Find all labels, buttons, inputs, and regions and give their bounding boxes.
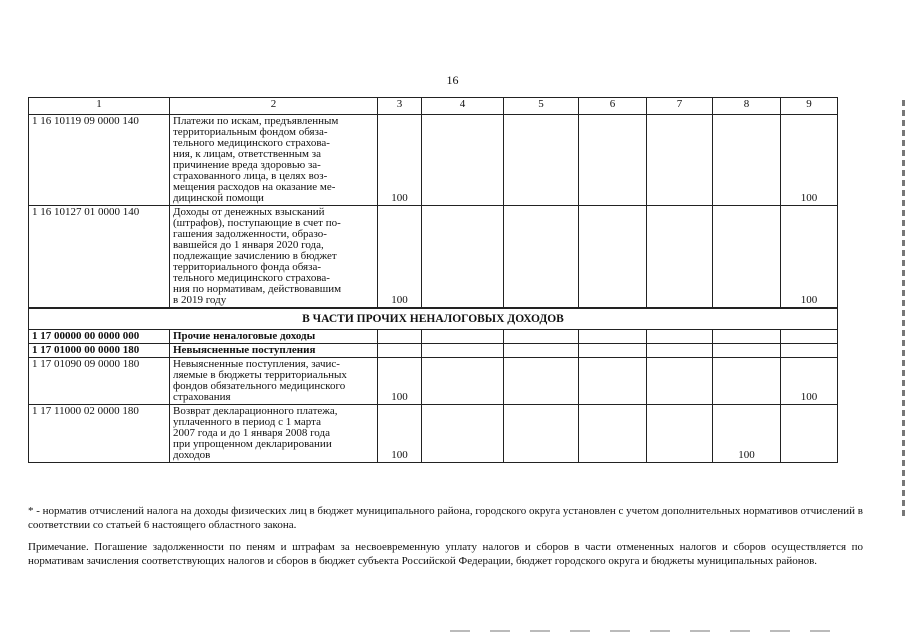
table-body — [29, 98, 838, 463]
row-value — [579, 330, 647, 344]
row-value — [713, 358, 781, 405]
row-value — [713, 330, 781, 344]
table-row — [29, 206, 838, 309]
row-value — [713, 115, 781, 206]
row-code: 1 17 00000 00 0000 000 — [29, 330, 170, 344]
column-header: 6 — [579, 98, 647, 115]
row-value — [579, 115, 647, 206]
row-value — [504, 115, 579, 206]
section-row — [29, 308, 838, 330]
column-header: 5 — [504, 98, 579, 115]
row-value: 100 — [781, 358, 838, 405]
row-value — [579, 358, 647, 405]
row-code: 1 17 01000 00 0000 180 — [29, 344, 170, 358]
row-value — [422, 330, 504, 344]
row-code: 1 17 11000 02 0000 180 — [29, 405, 170, 463]
row-code: 1 16 10127 01 0000 140 — [29, 206, 170, 309]
row-value — [647, 405, 713, 463]
row-code: 1 16 10119 09 0000 140 — [29, 115, 170, 206]
row-value — [647, 358, 713, 405]
row-value: 100 — [378, 405, 422, 463]
row-name: Невыясненные поступления, зачис- ляемые в бюджеты территориальных фондов обязательного медицинского страхования — [170, 358, 378, 405]
row-value — [504, 358, 579, 405]
row-name: Платежи по искам, предъявленным территориальным фондом обяза- тельного медицинского страхова- ния, к лицам, ответственным за причинение вреда здоровью за- страхованного лица, в целях воз- мещения расходов на оказание ме- дицинской помощи — [170, 115, 378, 206]
table-row — [29, 405, 838, 463]
row-value — [781, 405, 838, 463]
row-value — [422, 206, 504, 309]
footnote: * - норматив отчислений налога на доходы физических лиц в бюджет муниципального района, городского округа установлен с учетом дополнительных нормативов отчислений в соответствии со статьей 6 настоящего областного закона. — [28, 505, 863, 531]
table-row — [29, 358, 838, 405]
note: Примечание. Погашение задолженности по пеням и штрафам за несвоевременную уплату налогов и сборов в части отмененных налогов и сборов осуществляется по нормативам зачисления соответствующих налогов и сборов в бюджет субъекта Российской Федерации, бюджет городского округа и бюджеты муниципальных районов. — [28, 541, 863, 567]
row-value — [713, 206, 781, 309]
revenue-table — [28, 97, 838, 463]
table-row — [29, 344, 838, 358]
column-header: 7 — [647, 98, 713, 115]
row-value — [647, 344, 713, 358]
row-name: Возврат декларационного платежа, уплаченного в период с 1 марта 2007 года и до 1 января 2008 года при упрощенном декларировании доходов — [170, 405, 378, 463]
row-value — [781, 330, 838, 344]
row-value — [713, 344, 781, 358]
table-header-row — [29, 98, 838, 115]
row-value: 100 — [378, 206, 422, 309]
row-value — [378, 330, 422, 344]
row-value — [647, 206, 713, 309]
section-title: В ЧАСТИ ПРОЧИХ НЕНАЛОГОВЫХ ДОХОДОВ — [29, 308, 838, 330]
row-value: 100 — [378, 358, 422, 405]
row-value — [647, 330, 713, 344]
row-value: 100 — [713, 405, 781, 463]
column-header: 9 — [781, 98, 838, 115]
page-number: 16 — [446, 73, 459, 87]
column-header: 1 — [29, 98, 170, 115]
row-value — [422, 344, 504, 358]
row-value — [781, 344, 838, 358]
row-value — [422, 405, 504, 463]
row-value — [579, 206, 647, 309]
column-header: 4 — [422, 98, 504, 115]
row-value — [422, 358, 504, 405]
scan-artifact — [450, 630, 840, 632]
row-value — [504, 330, 579, 344]
row-value — [579, 405, 647, 463]
row-name: Невыясненные поступления — [170, 344, 378, 358]
table-row — [29, 115, 838, 206]
column-header: 3 — [378, 98, 422, 115]
row-value — [422, 115, 504, 206]
row-value — [504, 206, 579, 309]
column-header: 8 — [713, 98, 781, 115]
row-name: Прочие неналоговые доходы — [170, 330, 378, 344]
table-row — [29, 330, 838, 344]
row-value — [378, 344, 422, 358]
row-name: Доходы от денежных взысканий (штрафов), поступающие в счет по- гашения задолженности, образо- вавшейся до 1 января 2020 года, подлежащие зачислению в бюджет территориального фонда обяза- тельного медицинского страхова- ния по нормативам, действовавшим в 2019 году — [170, 206, 378, 309]
row-value — [579, 344, 647, 358]
row-value: 100 — [781, 115, 838, 206]
row-value — [647, 115, 713, 206]
column-header: 2 — [170, 98, 378, 115]
row-value — [504, 344, 579, 358]
row-value: 100 — [378, 115, 422, 206]
row-code: 1 17 01090 09 0000 180 — [29, 358, 170, 405]
row-value — [504, 405, 579, 463]
row-value: 100 — [781, 206, 838, 309]
